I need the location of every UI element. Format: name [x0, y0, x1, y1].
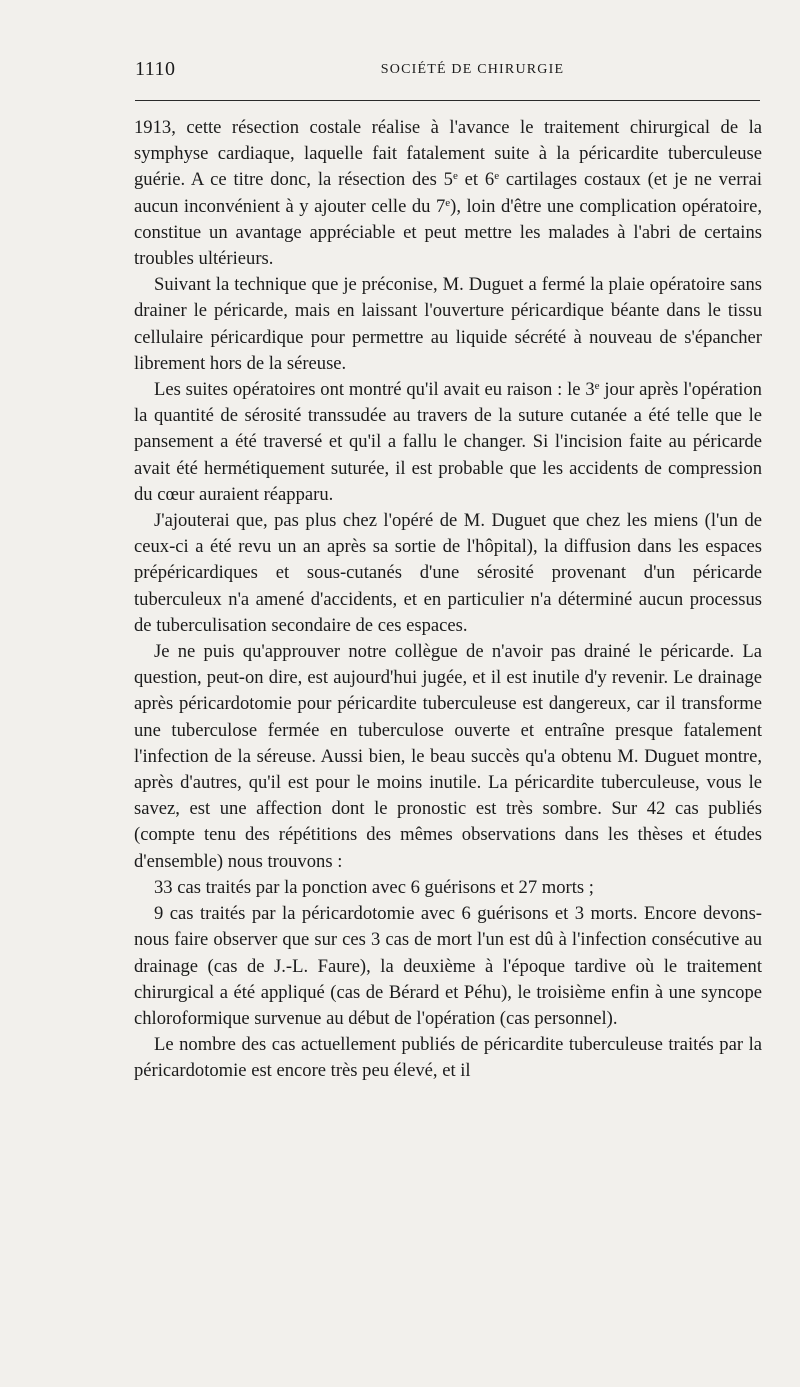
ordinal-superscript: e [452, 170, 458, 183]
paragraph-p5 [134, 639, 762, 875]
paragraph-p1 [134, 115, 762, 272]
body-text [134, 115, 762, 1085]
ordinal-superscript: e [494, 170, 500, 183]
header-rule [135, 100, 760, 101]
ordinal-superscript: e [594, 380, 600, 393]
paragraph-text: cartilages costaux (et je ne verrai aucun inconvénient à y ajouter celle du 7 [134, 169, 763, 217]
paragraph-text: J'ajouterai que, pas plus chez l'opéré de M. Duguet que chez les miens (l'un de ceux-ci a été revu un an après sa sortie de l'hôpital), la diffusion dans les espaces prépéricardiques et sous-cutanés d'une sérosité provenant d'un péricarde tuberculeux n'a amené d'accidents, et en particulier n'a déterminé aucun processus de tuberculisation secondaire de ces espaces. [134, 510, 762, 636]
paragraph-text: Les suites opératoires ont montré qu'il avait eu raison : le 3 [154, 379, 595, 401]
paragraph-text: Le nombre des cas actuellement publiés de péricardite tuberculeuse traités par la péricardotomie est encore très peu élevé, et il [134, 1034, 762, 1082]
page-number: 1110 [135, 58, 176, 80]
paragraph-text: 33 cas traités par la ponction avec 6 guérisons et 27 morts ; [154, 876, 594, 898]
running-head: SOCIÉTÉ DE CHIRURGIE [380, 62, 565, 77]
paragraph-p6 [134, 875, 762, 901]
paragraph-text: 9 cas traités par la péricardotomie avec 6 guérisons et 3 morts. Encore devons-nous faire observer que sur ces 3 cas de mort l'un est dû à l'infection consécutive au drainage (cas de J.-L. Faure), la deuxième à l'époque tardive où le traitement chirurgical a été appliqué (cas de Bérard et Péhu), le troisième enfin à une syncope chloroformique survenue au début de l'opération (cas personnel). [134, 903, 762, 1029]
paragraph-text: Je ne puis qu'approuver notre collègue de n'avoir pas drainé le péricarde. La question, peut-on dire, est aujourd'hui jugée, et il est inutile d'y revenir. Le drainage après péricardotomie pour péricardite tuberculeuse est dangereux, car il transforme une tuberculose fermée en tuberculose ouverte et entraîne presque fatalement l'infection de la séreuse. Aussi bien, le beau succès qu'a obtenu M. Duguet montre, après d'autres, qu'il est pour le moins inutile. La péricardite tuberculeuse, vous le savez, est une affection dont le pronostic est très sombre. Sur 42 cas publiés (compte tenu des répétitions des mêmes observations dans les thèses et études d'ensemble) nous trouvons : [134, 641, 762, 872]
page-header [135, 58, 760, 86]
ordinal-superscript: e [445, 196, 451, 209]
paragraph-text: Suivant la technique que je préconise, M. Duguet a fermé la plaie opératoire sans drainer le péricarde, mais en laissant l'ouverture péricardique béante dans le tissu cellulaire péricardique pour permettre au liquide sécrété à nouveau de s'épancher librement hors de la séreuse. [134, 274, 762, 374]
paragraph-text: et 6 [457, 169, 495, 191]
paragraph-text: ), loin d'être une complication opératoire, constitue un avantage appréciable et peut mettre les malades à l'abri de certains troubles ultérieurs. [134, 195, 762, 270]
paragraph-p7 [134, 901, 762, 1032]
paragraph-p3 [134, 377, 762, 508]
paragraph-p8 [134, 1032, 762, 1084]
paragraph-text: 1913, cette résection costale réalise à l'avance le traitement chirurgical de la symphyse cardiaque, laquelle fait fatalement suite à la péricardite tuberculeuse guérie. A ce titre donc, la résection des 5 [134, 117, 762, 191]
paragraph-p2 [134, 272, 762, 377]
paragraph-text: jour après l'opération la quantité de sérosité transsudée au travers de la suture cutanée a été telle que le pansement a été traversé et qu'il a fallu le changer. Si l'incision faite au péricarde avait été hermétiquement suturée, il est probable que les accidents de compression du cœur auraient réapparu. [134, 379, 762, 505]
paragraph-p4 [134, 508, 762, 639]
